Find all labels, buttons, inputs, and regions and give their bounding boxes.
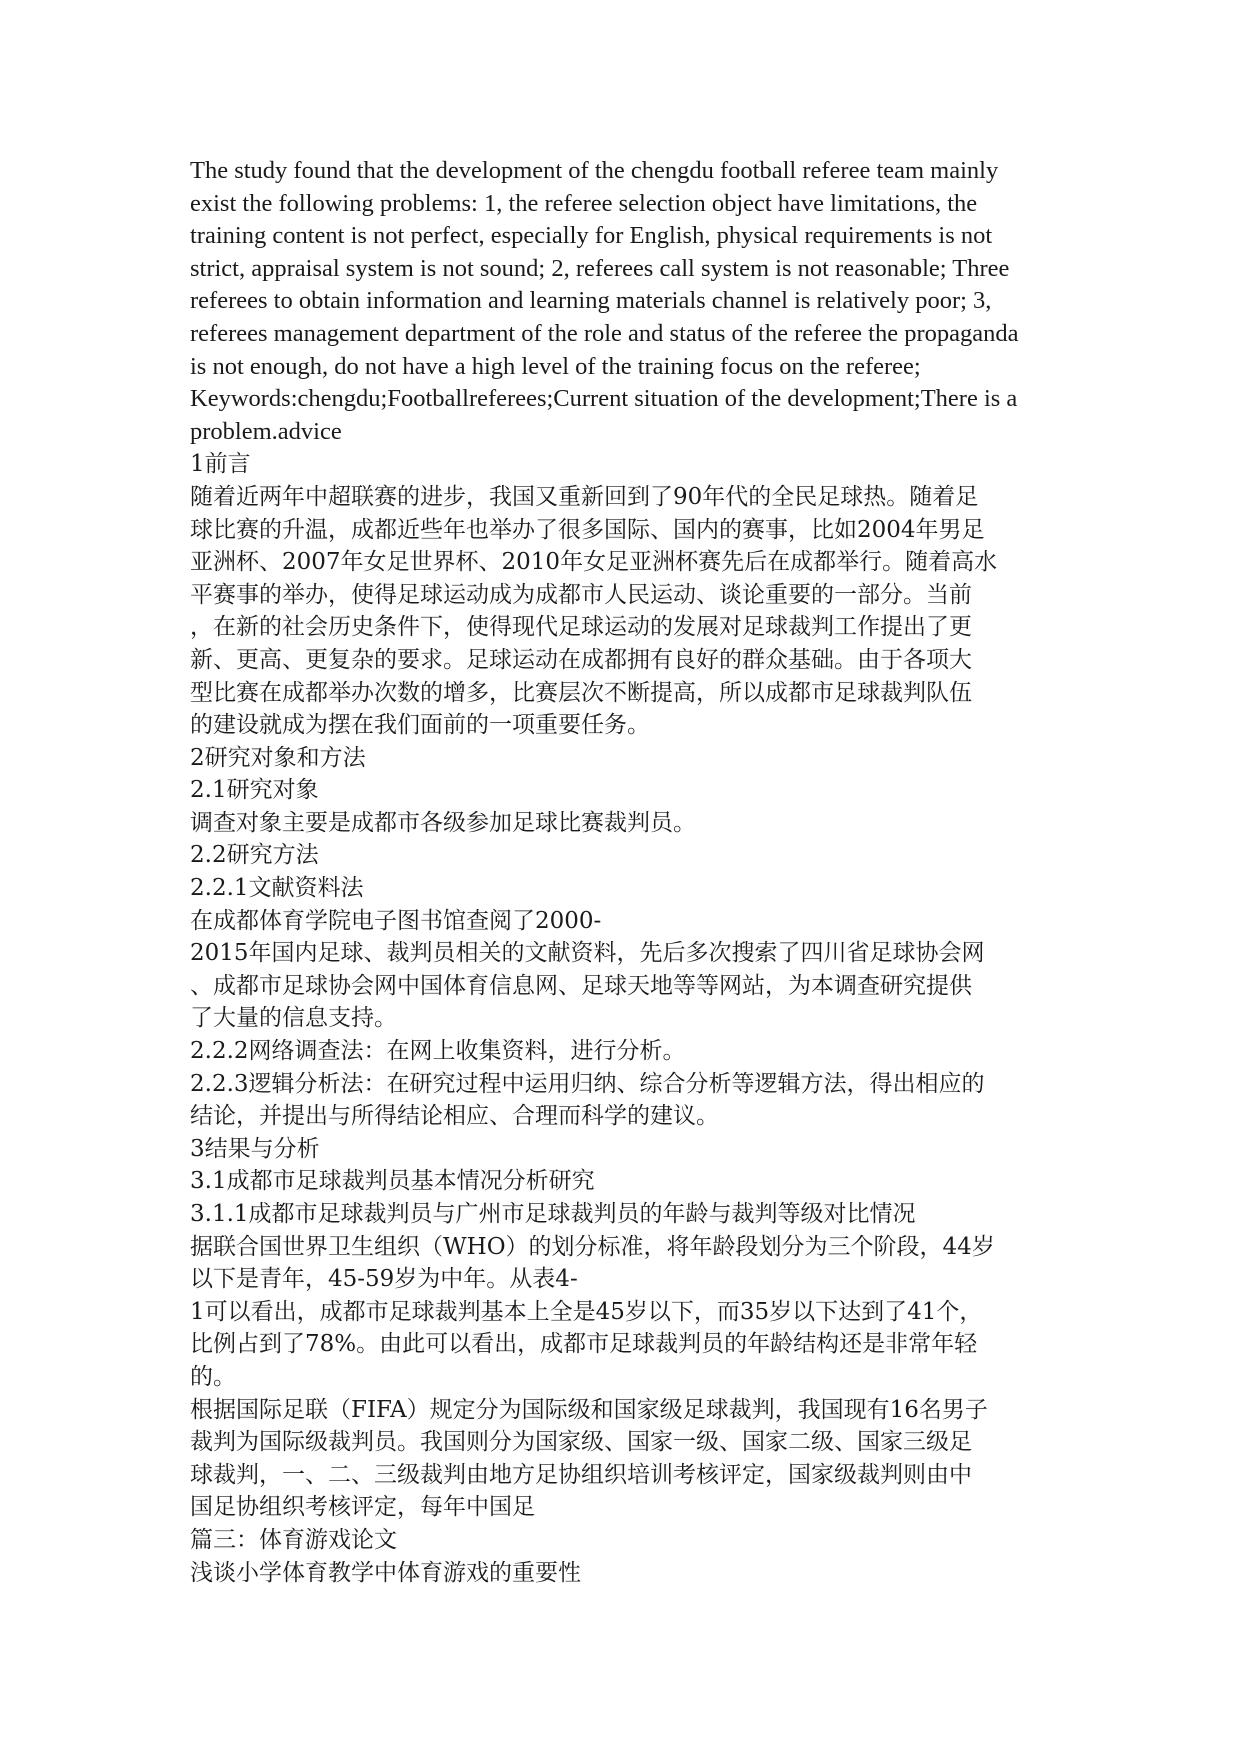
heading-3-results: 3结果与分析 (190, 1135, 320, 1162)
abstract-line-6: referees management department of the role and status of the referee the propaganda (190, 319, 1019, 347)
paragraph-line: 裁判为国际级裁判员。我国则分为国家级、国家一级、国家二级、国家三级足 (190, 1429, 972, 1456)
paragraph-line: 、成都市足球协会网中国体育信息网、足球天地等等网站，为本调查研究提供 (190, 972, 972, 999)
paragraph-line: ，在新的社会历史条件下，使得现代足球运动的发展对足球裁判工作提出了更 (190, 614, 972, 641)
paragraph-line: 了大量的信息支持。 (190, 1005, 397, 1032)
paragraph-line: 球裁判，一、二、三级裁判由地方足协组织培训考核评定，国家级裁判则由中 (190, 1461, 972, 1488)
abstract-line-5: referees to obtain information and learning materials channel is relatively poor; 3, (190, 287, 992, 315)
paragraph-line: 新、更高、更复杂的要求。足球运动在成都拥有良好的群众基础。由于各项大 (190, 646, 972, 673)
paragraph-line: 根据国际足联（FIFA）规定分为国际级和国家级足球裁判，我国现有16名男子 (190, 1396, 988, 1423)
paragraph-line: 2.2.2网络调查法：在网上收集资料，进行分析。 (190, 1038, 686, 1065)
paragraph-line: 球比赛的升温，成都近些年也举办了很多国际、国内的赛事，比如2004年男足 (190, 516, 985, 543)
paragraph-line: 平赛事的举办，使得足球运动成为成都市人民运动、谈论重要的一部分。当前 (190, 581, 972, 608)
paragraph-line: 2015年国内足球、裁判员相关的文献资料，先后多次搜索了四川省足球协会网 (190, 940, 985, 967)
abstract-line-1: The study found that the development of the chengdu football referee team mainly (190, 157, 999, 184)
heading-2-2: 2.2研究方法 (190, 842, 319, 869)
abstract-line-3: training content is not perfect, especially for English, physical requirements is not (190, 222, 993, 250)
paragraph-line: 的建设就成为摆在我们面前的一项重要任务。 (190, 712, 650, 739)
paragraph-line: 结论，并提出与所得结论相应、合理而科学的建议。 (190, 1103, 719, 1130)
paragraph-line: 调查对象主要是成都市各级参加足球比赛裁判员。 (190, 809, 696, 836)
paragraph-line: 以下是青年，45-59岁为中年。从表4- (190, 1266, 578, 1293)
paragraph-line: 在成都体育学院电子图书馆查阅了2000- (190, 907, 602, 934)
section-title-part-3: 篇三：体育游戏论文 (190, 1526, 397, 1553)
document-page (190, 155, 1060, 1589)
abstract-line-2: exist the following problems: 1, the referee selection object have limitations, the (190, 189, 978, 217)
heading-3-1-1: 3.1.1成都市足球裁判员与广州市足球裁判员的年龄与裁判等级对比情况 (190, 1201, 916, 1227)
heading-2-1: 2.1研究对象 (190, 777, 319, 804)
paragraph-line: 比例占到了78%。由此可以看出，成都市足球裁判员的年龄结构还是非常年轻 (190, 1331, 978, 1358)
paragraph-line: 2.2.3逻辑分析法：在研究过程中运用归纳、综合分析等逻辑方法，得出相应的 (190, 1070, 985, 1097)
heading-3-1: 3.1成都市足球裁判员基本情况分析研究 (190, 1168, 595, 1195)
abstract-line-4: strict, appraisal system is not sound; 2, referees call system is not reasonable; Three (190, 254, 1010, 282)
paragraph-line: 型比赛在成都举办次数的增多，比赛层次不断提高，所以成都市足球裁判队伍 (190, 679, 972, 706)
abstract-line-7: is not enough, do not have a high level of the training focus on the referee; (190, 352, 921, 380)
paragraph-line: 随着近两年中超联赛的进步，我国又重新回到了90年代的全民足球热。随着足 (190, 483, 979, 510)
paragraph-line: 亚洲杯、2007年女足世界杯、2010年女足亚洲杯赛先后在成都举行。随着高水 (190, 549, 998, 576)
heading-2-2-1: 2.2.1文献资料法 (190, 875, 364, 902)
keywords-line-2: problem.advice (190, 417, 342, 445)
paragraph-line: 据联合国世界卫生组织（WHO）的划分标准，将年龄段划分为三个阶段，44岁 (190, 1233, 995, 1260)
keywords-line-1: Keywords:chengdu;Footballreferees;Current situation of the development;There is a (190, 385, 1018, 413)
paragraph-line: 1可以看出，成都市足球裁判基本上全是45岁以下，而35岁以下达到了41个， (190, 1298, 983, 1325)
article-title: 浅谈小学体育教学中体育游戏的重要性 (190, 1559, 581, 1586)
paragraph-line: 的。 (190, 1363, 236, 1390)
heading-2-objects-methods: 2研究对象和方法 (190, 744, 366, 771)
heading-1-preface: 1前言 (190, 451, 251, 478)
paragraph-line: 国足协组织考核评定，每年中国足 (190, 1494, 535, 1521)
